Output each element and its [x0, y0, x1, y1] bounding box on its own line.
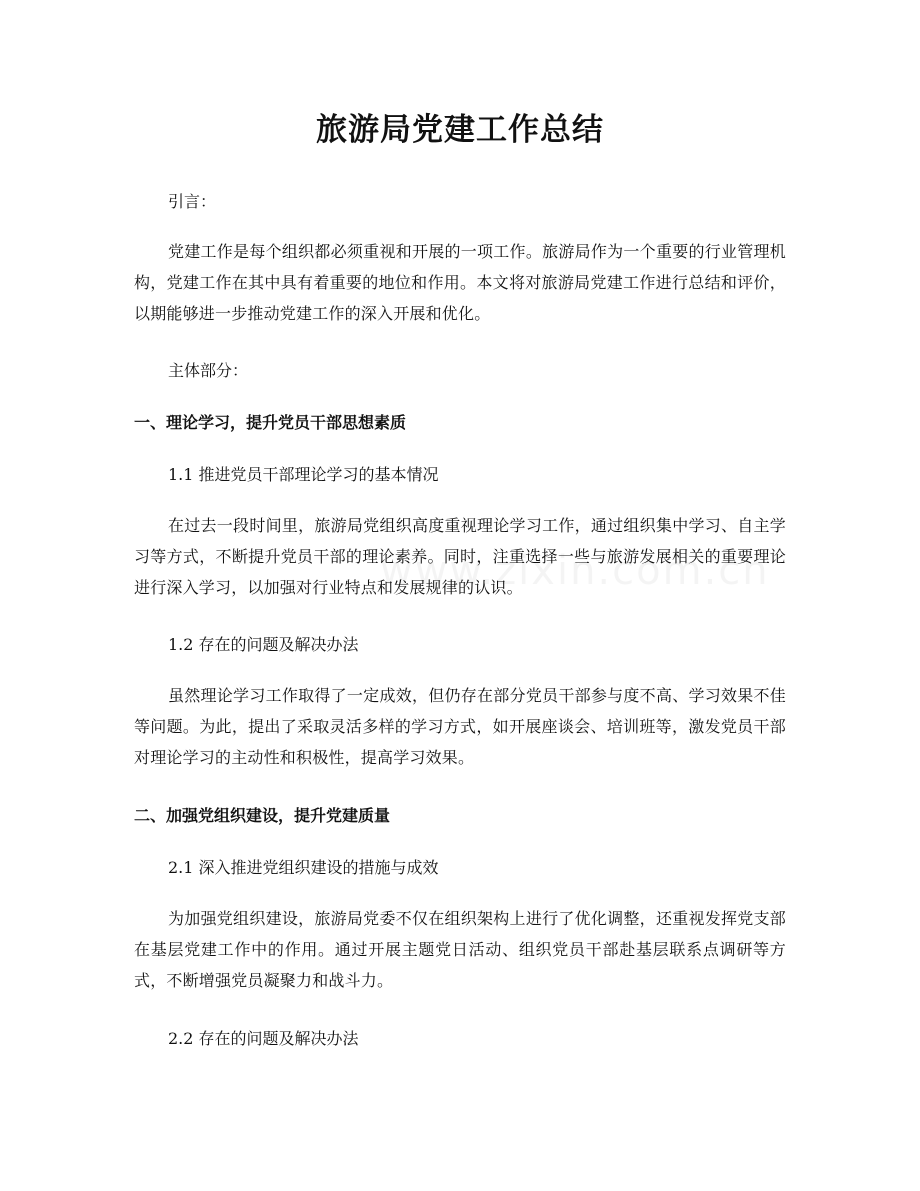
section1-heading: 一、理论学习，提升党员干部思想素质: [134, 413, 407, 432]
section2-sub1-paragraph: 为加强党组织建设，旅游局党委不仅在组织架构上进行了优化调整，还重视发挥党支部在基层党建工作中的作用。通过开展主题党日活动、组织党员干部赴基层联系点调研等方式，不断增强党员凝聚力和战斗力。: [134, 909, 786, 990]
main-label: 主体部分：: [168, 361, 249, 380]
section2-sub1-title: 2.1 深入推进党组织建设的措施与成效: [168, 858, 439, 877]
intro-paragraph: 党建工作是每个组织都必须重视和开展的一项工作。旅游局作为一个重要的行业管理机构，党建工作在其中具有着重要的地位和作用。本文将对旅游局党建工作进行总结和评价，以期能够进一步推动党建工作的深入开展和优化。: [134, 242, 786, 323]
section1-sub2-paragraph: 虽然理论学习工作取得了一定成效，但仍存在部分党员干部参与度不高、学习效果不佳等问题。为此，提出了采取灵活多样的学习方式，如开展座谈会、培训班等，激发党员干部对理论学习的主动性和积极性，提高学习效果。: [134, 686, 786, 767]
section1-sub1-title: 1.1 推进党员干部理论学习的基本情况: [168, 465, 439, 484]
section2-heading: 二、加强党组织建设，提升党建质量: [134, 806, 391, 825]
document-title: 旅游局党建工作总结: [316, 112, 604, 148]
section2-sub2-title: 2.2 存在的问题及解决办法: [168, 1029, 359, 1048]
intro-label: 引言：: [168, 192, 217, 211]
section1-sub2-title: 1.2 存在的问题及解决办法: [168, 635, 359, 654]
section1-sub1-paragraph: 在过去一段时间里，旅游局党组织高度重视理论学习工作，通过组织集中学习、自主学习等方式，不断提升党员干部的理论素养。同时，注重选择一些与旅游发展相关的重要理论进行深入学习，以加强对行业特点和发展规律的认识。: [134, 516, 786, 597]
